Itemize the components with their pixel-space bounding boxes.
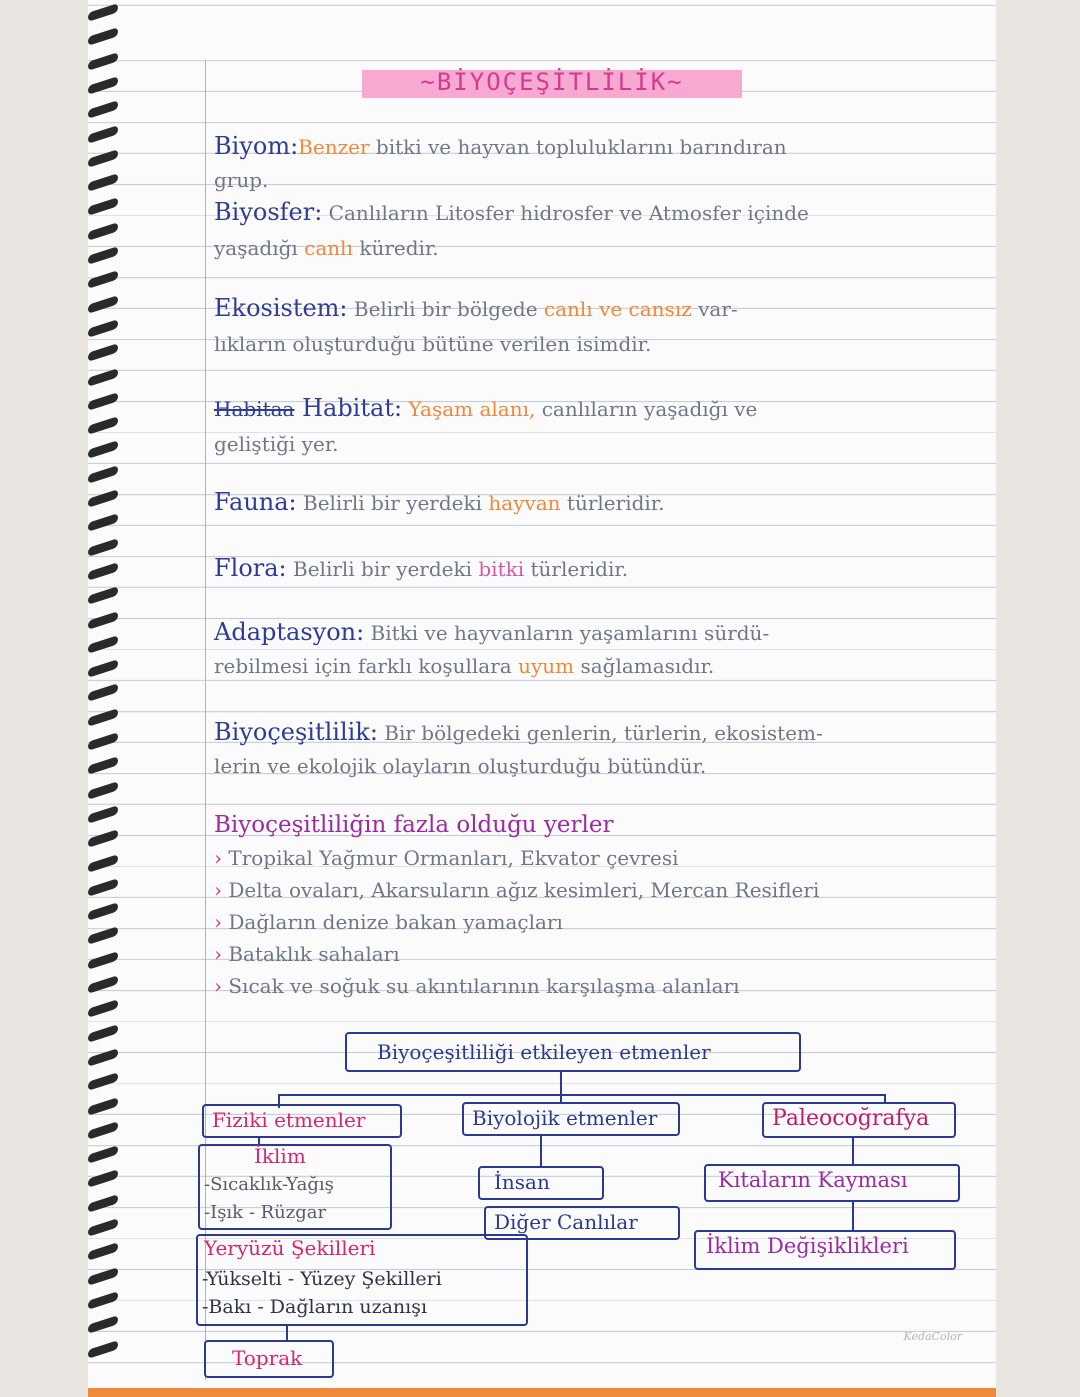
- spiral-ring: [88, 52, 118, 71]
- text-adaptasyon: Bitki ve hayvanların yaşamlarını sürdü-: [364, 621, 770, 645]
- term-biyosfer: Biyosfer:: [214, 198, 323, 226]
- soil-box: [204, 1340, 334, 1378]
- spiral-ring: [88, 222, 118, 241]
- spiral-ring: [88, 684, 118, 703]
- spiral-ring: [88, 902, 118, 921]
- rich-place-text: Delta ovaları, Akarsuların ağız kesimleri, Mercan Resifleri: [228, 878, 820, 902]
- bullet-icon: ›: [214, 878, 222, 902]
- def-habitat: [214, 394, 757, 422]
- other-living-label: Diğer Canlılar: [494, 1210, 638, 1234]
- rich-places-heading: Biyoçeşitliliğin fazla olduğu yerler: [214, 812, 614, 838]
- spiral-ring: [88, 805, 118, 824]
- spiral-ring: [88, 1170, 118, 1189]
- struck-word: Habitaa: [214, 397, 295, 421]
- def-biyocesitlilik-cont: lerin ve ekolojik olayların oluşturduğu bütündür.: [214, 754, 707, 778]
- paleogeography-box: [762, 1102, 956, 1138]
- spiral-ring: [88, 732, 118, 751]
- other-living-box: [484, 1206, 680, 1240]
- def-biyocesitlilik: [214, 718, 823, 746]
- landforms-box: [196, 1234, 528, 1326]
- human-box: [478, 1166, 604, 1200]
- connector: [852, 1202, 854, 1230]
- term-habitat: Habitat:: [294, 394, 403, 422]
- rich-place-item: [214, 878, 819, 902]
- spiral-ring: [88, 1340, 118, 1359]
- spiral-ring: [88, 465, 118, 484]
- connector: [852, 1138, 854, 1164]
- spiral-ring: [88, 295, 118, 314]
- bullet-icon: ›: [214, 846, 222, 870]
- connector: [560, 1072, 562, 1096]
- biological-factors-label: Biyolojik etmenler: [472, 1106, 658, 1130]
- rich-place-text: Tropikal Yağmur Ormanları, Ekvator çevresi: [228, 846, 679, 870]
- text-biyosfer-b: küredir.: [352, 236, 439, 260]
- physical-factors-box: [202, 1104, 402, 1138]
- page-title: ~BİYOÇEŞİTLİLİK~: [420, 68, 684, 96]
- spiral-ring: [88, 1291, 118, 1310]
- text-fauna-b: türleridir.: [560, 491, 665, 515]
- rich-place-item: [214, 942, 400, 966]
- spiral-ring: [88, 270, 118, 289]
- soil-label: Toprak: [232, 1346, 303, 1370]
- spiral-ring: [88, 586, 118, 605]
- text-ekosistem-a: Belirli bir bölgede: [347, 297, 544, 321]
- highlight-flora: bitki: [478, 557, 525, 581]
- spiral-ring: [88, 368, 118, 387]
- text-biyosfer-a: yaşadığı: [214, 236, 305, 260]
- highlight-biyom: Benzer: [298, 135, 370, 159]
- highlight-biyosfer: canlı: [304, 236, 353, 260]
- spiral-ring: [88, 951, 118, 970]
- rich-place-item: [214, 974, 740, 998]
- text-flora-b: türleridir.: [524, 557, 629, 581]
- text-adaptasyon-a: rebilmesi için farklı koşullara: [214, 654, 519, 678]
- spiral-ring: [88, 1218, 118, 1237]
- spiral-ring: [88, 1121, 118, 1140]
- highlight-ekosistem: canlı ve cansız: [543, 297, 692, 321]
- spiral-ring: [88, 489, 118, 508]
- spiral-ring: [88, 513, 118, 532]
- spiral-ring: [88, 27, 118, 46]
- spiral-ring: [88, 319, 118, 338]
- connector: [278, 1094, 884, 1096]
- spiral-ring: [88, 149, 118, 168]
- spiral-ring: [88, 1194, 118, 1213]
- term-adaptasyon: Adaptasyon:: [214, 618, 365, 646]
- watermark: KedaColor: [903, 1330, 962, 1343]
- highlight-fauna: hayvan: [488, 491, 561, 515]
- spiral-ring: [88, 1072, 118, 1091]
- spiral-ring: [88, 1267, 118, 1286]
- climate-label: İklim: [254, 1144, 306, 1168]
- def-biyosfer: [214, 198, 809, 226]
- human-label: İnsan: [494, 1170, 550, 1194]
- spiral-ring: [88, 392, 118, 411]
- connector: [540, 1136, 542, 1168]
- def-biyosfer-cont: [214, 236, 439, 260]
- biological-factors-box: [462, 1102, 680, 1136]
- spiral-ring: [88, 756, 118, 775]
- spiral-ring: [88, 1097, 118, 1116]
- spiral-ring: [88, 708, 118, 727]
- def-biyom-cont: grup.: [214, 168, 269, 192]
- term-biyom: Biyom:: [214, 132, 299, 160]
- spiral-ring: [88, 125, 118, 144]
- spiral-ring: [88, 246, 118, 265]
- physical-factors-label: Fiziki etmenler: [212, 1108, 366, 1132]
- highlight-habitat: Yaşam alanı,: [402, 397, 536, 421]
- spiral-ring: [88, 611, 118, 630]
- spiral-ring: [88, 1145, 118, 1164]
- climate-change-box: [694, 1230, 956, 1270]
- spiral-binding: [82, 8, 122, 1378]
- continental-drift-label: Kıtaların Kayması: [718, 1168, 908, 1192]
- def-ekosistem: [214, 294, 738, 322]
- text-biyocesitlilik: Bir bölgedeki genlerin, türlerin, ekosistem-: [377, 721, 823, 745]
- climate-box: [198, 1144, 392, 1230]
- connector: [286, 1326, 288, 1340]
- def-adaptasyon: [214, 618, 769, 646]
- spiral-ring: [88, 1024, 118, 1043]
- diagram-root: [345, 1032, 801, 1072]
- spiral-ring: [88, 538, 118, 557]
- term-flora: Flora:: [214, 554, 287, 582]
- climate-item: -Işık - Rüzgar: [204, 1202, 327, 1223]
- highlight-adaptasyon: uyum: [518, 654, 575, 678]
- text-fauna-a: Belirli bir yerdeki: [296, 491, 489, 515]
- spiral-ring: [88, 173, 118, 192]
- term-fauna: Fauna:: [214, 488, 297, 516]
- spiral-ring: [88, 781, 118, 800]
- spiral-ring: [88, 1242, 118, 1261]
- def-flora: [214, 554, 628, 582]
- climate-item: -Sıcaklık-Yağış: [204, 1174, 334, 1195]
- def-fauna: [214, 488, 665, 516]
- spiral-ring: [88, 854, 118, 873]
- text-flora-a: Belirli bir yerdeki: [286, 557, 479, 581]
- climate-change-label: İklim Değişiklikleri: [706, 1234, 909, 1258]
- spiral-ring: [88, 343, 118, 362]
- spiral-ring: [88, 659, 118, 678]
- landforms-label: Yeryüzü Şekilleri: [204, 1236, 376, 1260]
- rich-place-item: [214, 910, 563, 934]
- spiral-ring: [88, 198, 118, 217]
- spiral-ring: [88, 1315, 118, 1334]
- bullet-icon: ›: [214, 942, 222, 966]
- text-biyom: bitki ve hayvan topluluklarını barındıran: [369, 135, 787, 159]
- spiral-ring: [88, 76, 118, 95]
- spiral-ring: [88, 635, 118, 654]
- rich-place-text: Bataklık sahaları: [228, 942, 400, 966]
- bullet-icon: ›: [214, 974, 222, 998]
- spiral-ring: [88, 441, 118, 460]
- rich-place-text: Dağların denize bakan yamaçları: [228, 910, 563, 934]
- landforms-item: -Bakı - Dağların uzanışı: [202, 1296, 428, 1318]
- text-ekosistem-b: var-: [691, 297, 738, 321]
- page-bottom-edge: [88, 1388, 996, 1397]
- text-habitat: canlıların yaşadığı ve: [535, 397, 758, 421]
- diagram-root-label: Biyoçeşitliliği etkileyen etmenler: [377, 1040, 711, 1064]
- spiral-ring: [88, 829, 118, 848]
- rich-place-item: [214, 846, 679, 870]
- bullet-icon: ›: [214, 910, 222, 934]
- text-biyosfer: Canlıların Litosfer hidrosfer ve Atmosfer içinde: [322, 201, 809, 225]
- term-biyocesitlilik: Biyoçeşitlilik:: [214, 718, 378, 746]
- def-adaptasyon-cont: [214, 654, 714, 678]
- spiral-ring: [88, 416, 118, 435]
- rich-place-text: Sıcak ve soğuk su akıntılarının karşılaşma alanları: [228, 974, 740, 998]
- continental-drift-box: [704, 1164, 960, 1202]
- spiral-ring: [88, 878, 118, 897]
- term-ekosistem: Ekosistem:: [214, 294, 348, 322]
- landforms-item: -Yükselti - Yüzey Şekilleri: [202, 1268, 442, 1290]
- spiral-ring: [88, 562, 118, 581]
- spiral-ring: [88, 100, 118, 119]
- page-title-highlight: [362, 70, 742, 98]
- spiral-ring: [88, 1048, 118, 1067]
- def-biyom: [214, 132, 787, 160]
- def-habitat-cont: geliştiği yer.: [214, 432, 339, 456]
- spiral-ring: [88, 999, 118, 1018]
- def-ekosistem-cont: lıkların oluşturduğu bütüne verilen isimdir.: [214, 332, 652, 356]
- text-adaptasyon-b: sağlamasıdır.: [574, 654, 715, 678]
- spiral-ring: [88, 975, 118, 994]
- paleogeography-label: Paleocoğrafya: [772, 1106, 930, 1131]
- spiral-ring: [88, 927, 118, 946]
